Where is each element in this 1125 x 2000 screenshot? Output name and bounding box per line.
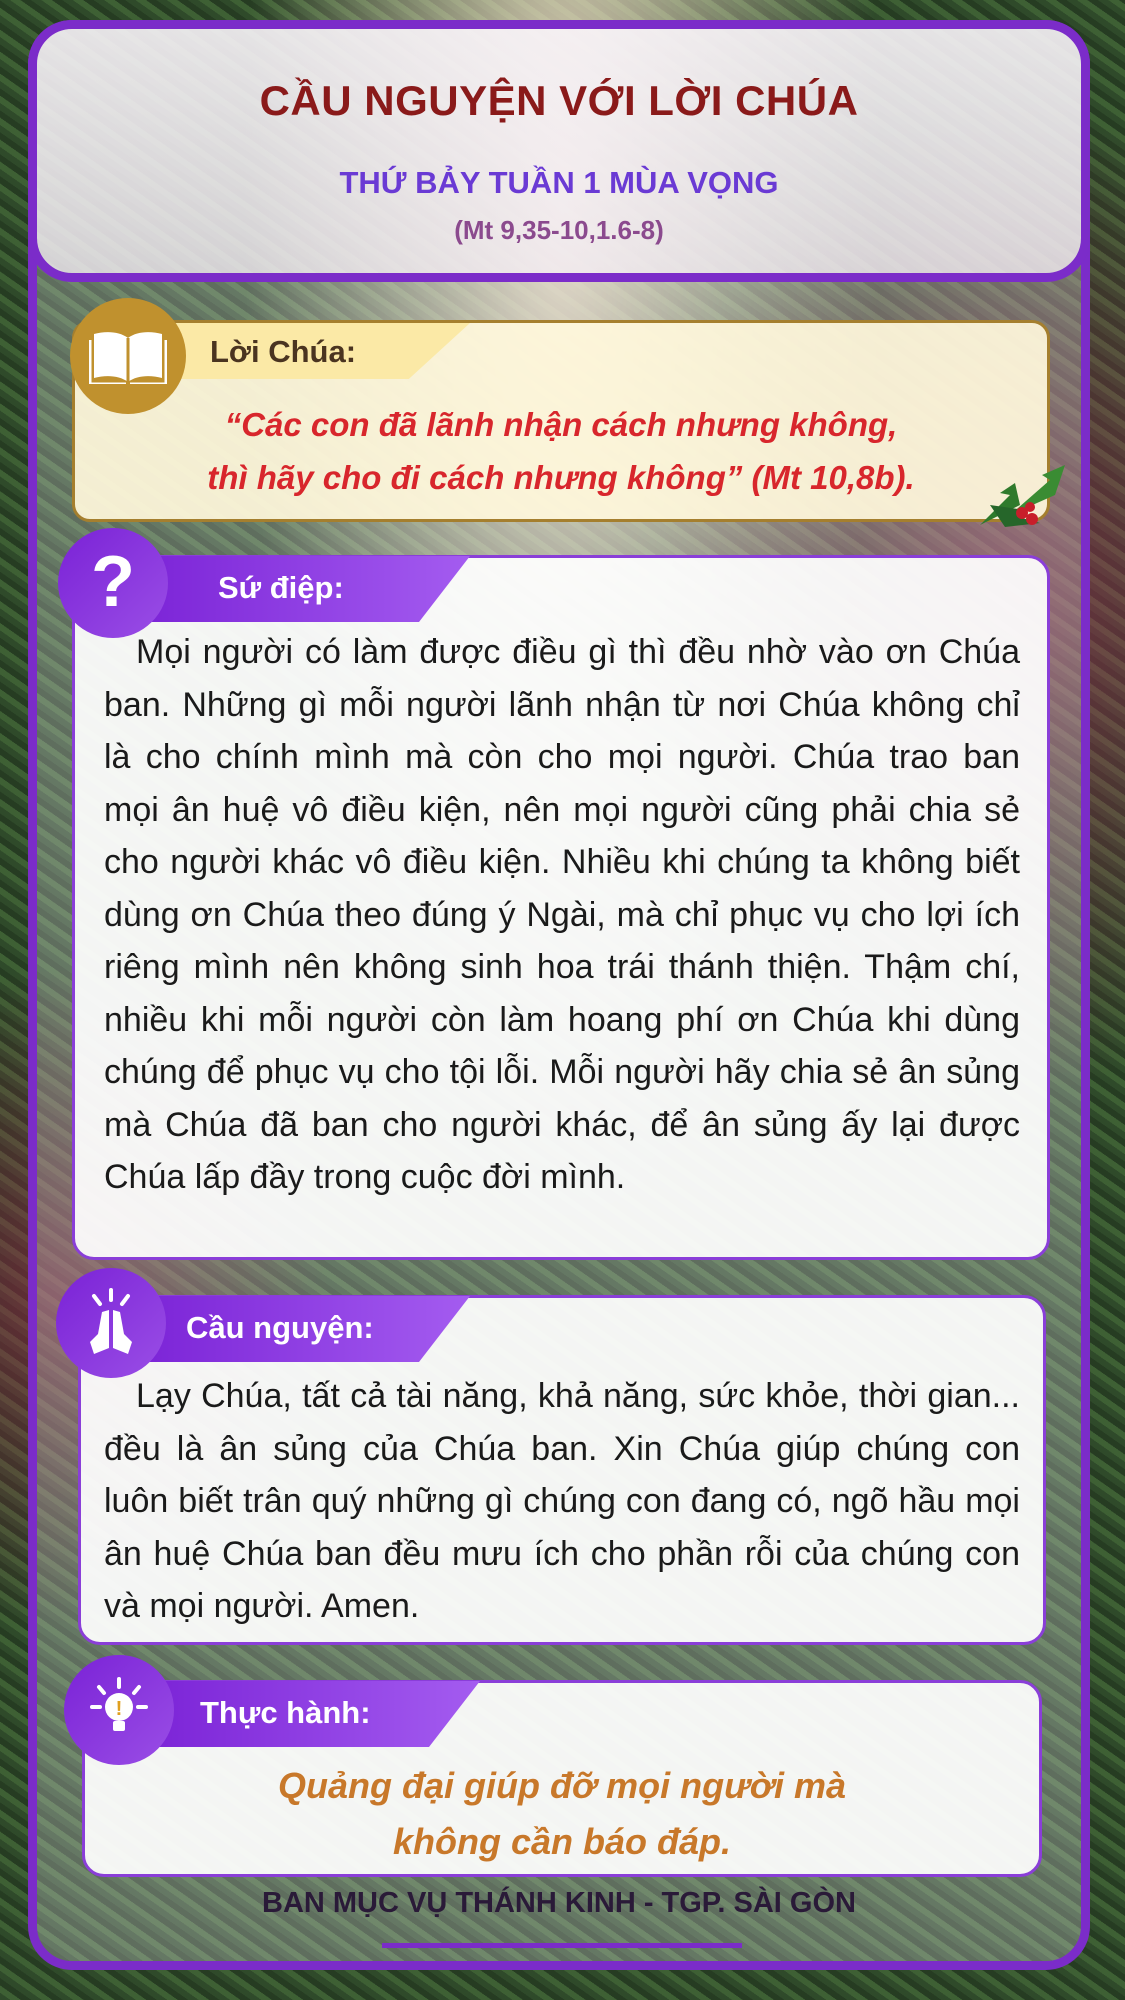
footer-credit: BAN MỤC VỤ THÁNH KINH - TGP. SÀI GÒN — [262, 1887, 856, 1919]
footer-underline — [382, 1943, 742, 1948]
word-label: Lời Chúa: — [210, 334, 357, 369]
practice-line-1: Quảng đại giúp đỡ mọi người mà — [277, 1765, 847, 1806]
lightbulb-icon — [64, 1655, 174, 1765]
question-mark-icon — [58, 528, 168, 638]
svg-text:!: ! — [115, 1698, 123, 1720]
svg-text:?: ? — [91, 548, 135, 618]
practice-label: Thực hành: — [200, 1695, 371, 1730]
header — [28, 20, 1090, 282]
prayer-label: Cầu nguyện: — [186, 1310, 374, 1345]
message-label: Sứ điệp: — [218, 570, 344, 605]
page-title: CẦU NGUYỆN VỚI LỜI CHÚA — [259, 77, 859, 124]
practice-text — [82, 1758, 1042, 1870]
scripture-reference: (Mt 9,35-10,1.6-8) — [454, 215, 664, 245]
message-text: Mọi người có làm được điều gì thì đều nhờ vào ơn Chúa ban. Những gì mỗi người lãnh nhận từ nơi Chúa không chỉ là cho chính mình mà còn cho mọi người. Chúa trao ban mọi ân huệ vô điều kiện, nên mọi người cũng phải chia sẻ cho người khác vô điều kiện. Nhiều khi chúng ta không biết dùng ơn Chúa theo đúng ý Ngài, mà chỉ phục vụ cho lợi ích riêng mình nên không sinh hoa trái thánh thiện. Thậm chí, nhiều khi mỗi người còn làm hoang phí ơn Chúa khi dùng chúng để phục vụ cho tội lỗi. Mỗi người hãy chia sẻ ân sủng mà Chúa đã ban cho người khác, để ân sủng ấy lại được Chúa lấp đầy trong cuộc đời mình. — [104, 633, 1020, 1196]
praying-hands-icon — [56, 1268, 166, 1378]
holly-icon — [970, 455, 1080, 540]
page-subtitle: THỨ BẢY TUẦN 1 MÙA VỌNG — [339, 165, 779, 200]
practice-line-2: không cần báo đáp. — [392, 1821, 732, 1862]
prayer-text: Lạy Chúa, tất cả tài năng, khả năng, sức khỏe, thời gian... đều là ân sủng của Chúa ban. Xin Chúa giúp chúng con luôn biết trân quý những gì chúng con đang có, ngõ hầu mọi ân huệ Chúa ban đều mưu ích cho phần rỗi của chúng con và mọi người. Amen. — [104, 1377, 1020, 1625]
scripture-quote — [72, 398, 1050, 504]
open-book-icon — [70, 298, 186, 414]
quote-line-1: “Các con đã lãnh nhận cách nhưng không, — [224, 406, 898, 443]
quote-line-2: thì hãy cho đi cách nhưng không” (Mt 10,8b). — [207, 459, 915, 496]
